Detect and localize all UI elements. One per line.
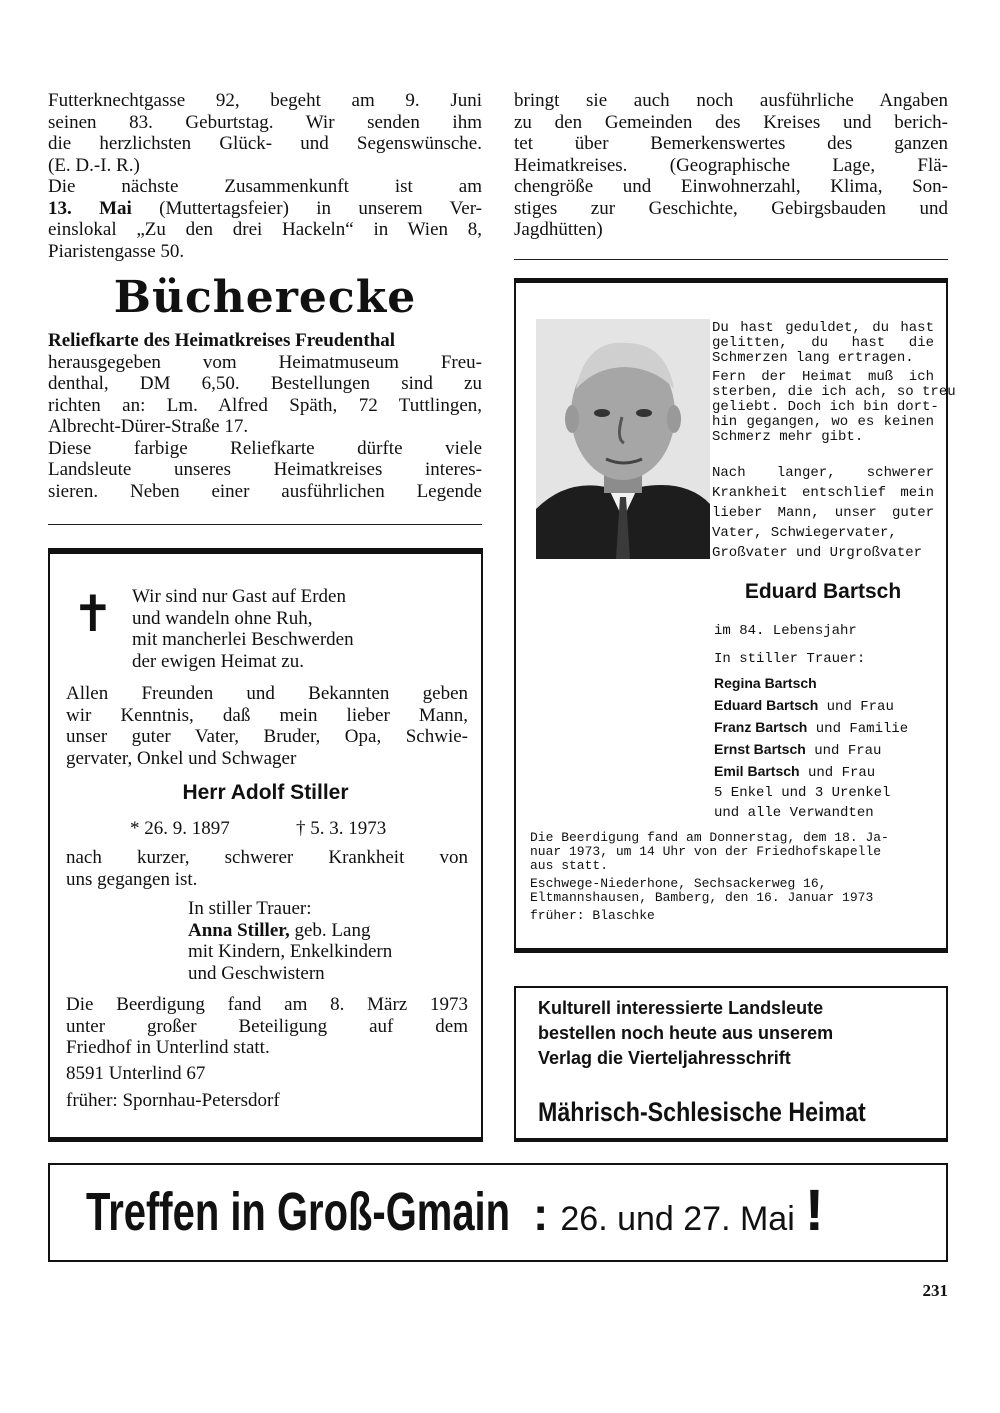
buecherecke-continued xyxy=(514,90,948,241)
ad-line: Verlag die Vierteljahresschrift xyxy=(538,1048,791,1068)
mourner-line: mit Kindern, Enkelkindern xyxy=(188,941,393,962)
formerly: früher: Blaschke xyxy=(530,908,655,923)
funeral-line: Die Beerdigung fand am Donnerstag, dem 18. Ja- xyxy=(530,830,889,845)
verse-line: Schmerz mehr gibt. xyxy=(712,429,864,445)
divider xyxy=(48,524,482,525)
announce-line: Nach langer, schwerer xyxy=(712,465,934,481)
mourner-suffix: und Frau xyxy=(799,765,876,781)
announce-line: Vater, Schwiegervater, xyxy=(712,525,897,541)
book-line: stiges zur Geschichte, Gebirgsbauden und xyxy=(514,197,948,219)
book-line: richten an: Lm. Alfred Späth, 72 Tuttlingen, xyxy=(48,394,482,416)
verse-line: Wir sind nur Gast auf Erden xyxy=(132,586,346,607)
mourning-label: In stiller Trauer: xyxy=(188,898,312,919)
announcement xyxy=(66,683,468,769)
mourner-line xyxy=(714,739,934,761)
portrait-drawing xyxy=(536,319,710,559)
verse-line: Fern der Heimat muß ich xyxy=(712,369,934,385)
deceased-name: Herr Adolf Stiller xyxy=(182,781,349,804)
verse-line: Schmerzen lang ertragen. xyxy=(712,350,914,366)
address-line: Eltmannshausen, Bamberg, den 16. Januar 1973 xyxy=(530,890,874,905)
address-line: Eschwege-Niederhone, Sechsackerweg 16, xyxy=(530,876,827,891)
book-line: Albrecht-Dürer-Straße 17. xyxy=(48,416,249,437)
book-line: denthal, DM 6,50. Bestellungen sind zu xyxy=(48,373,482,394)
mourner-name: Ernst Bartsch xyxy=(714,741,806,757)
buecherecke-body xyxy=(48,330,482,502)
book-line: Jagdhütten) xyxy=(514,219,603,240)
portrait-photo-icon xyxy=(536,319,710,559)
meeting-line-date xyxy=(48,198,482,220)
banner-date: 26. und 27. Mai xyxy=(560,1200,795,1238)
announce-line: Großvater und Urgroßvater xyxy=(712,545,923,561)
mourner-suffix: geb. Lang xyxy=(289,919,371,941)
mourner-suffix: und Frau xyxy=(818,699,894,715)
book-line: tet über Bemerkenswertes des ganzen xyxy=(514,133,948,154)
announce-line: wir Kenntnis, daß mein lieber Mann, xyxy=(66,704,468,726)
death-date: † 5. 3. 1973 xyxy=(296,818,387,839)
meeting-date: 13. Mai xyxy=(48,197,132,219)
after-line: uns gegangen ist. xyxy=(66,868,198,890)
mourner-line xyxy=(714,717,934,739)
mourner-name: Anna Stiller, xyxy=(188,919,290,941)
verse-line: der ewigen Heimat zu. xyxy=(132,650,304,672)
verse-line: Du hast geduldet, du hast xyxy=(712,320,934,336)
intro-line: die herzlichsten Glück- und Segenswünsche. xyxy=(48,133,482,154)
mourner-suffix: und Familie xyxy=(807,721,909,737)
funeral-line: aus statt. xyxy=(530,858,609,873)
mourner-name: Regina Bartsch xyxy=(714,675,817,691)
announce-line: gervater, Onkel und Schwager xyxy=(66,747,297,769)
intro-line: seinen 83. Geburtstag. Wir senden ihm xyxy=(48,111,482,133)
magazine-ad xyxy=(514,986,948,1142)
book-line: chengröße und Einwohnerzahl, Klima, Son- xyxy=(514,176,948,197)
mourner-name: Emil Bartsch xyxy=(714,763,800,779)
funeral-line: Die Beerdigung fand am 8. März 1973 xyxy=(66,994,468,1015)
meeting-line: einslokal „Zu den drei Hackeln“ in Wien 8, xyxy=(48,219,482,240)
announce-line: lieber Mann, unser guter xyxy=(712,505,934,521)
book-title: Reliefkarte des Heimatkreises Freudenthal xyxy=(48,330,396,351)
mourner-line xyxy=(714,673,934,695)
banner-colon: : xyxy=(533,1188,549,1240)
book-line: zu den Gemeinden des Kreises und berich- xyxy=(514,111,948,133)
meeting-banner xyxy=(48,1163,948,1262)
book-line: Landsleute unseres Heimatkreises interes- xyxy=(48,459,482,480)
ad-line: Kulturell interessierte Landsleute xyxy=(538,998,824,1018)
mourner-line xyxy=(714,761,934,783)
funeral-line: Friedhof in Unterlind statt. xyxy=(66,1037,270,1058)
meeting-line: (Muttertagsfeier) in unserem Ver- xyxy=(159,197,482,219)
book-line: Heimatkreises. (Geographische Lage, Flä- xyxy=(514,154,948,176)
verse-line: mit mancherlei Beschwerden xyxy=(132,629,354,650)
book-line: bringt sie auch noch ausführliche Angaben xyxy=(514,90,948,111)
page-number: 231 xyxy=(922,1281,948,1300)
meeting-line: Piaristengasse 50. xyxy=(48,240,185,262)
mourner-suffix: und Frau xyxy=(805,743,882,759)
ad-line: bestellen noch heute aus unserem xyxy=(538,1023,834,1043)
announce-line: Allen Freunden und Bekannten geben xyxy=(66,683,468,704)
deceased-name: Eduard Bartsch xyxy=(744,580,902,603)
section-heading-buecherecke: Bücherecke xyxy=(113,272,417,323)
mourner-line xyxy=(714,695,934,717)
verse-line: hin gegangen, wo es keinen xyxy=(712,414,934,430)
book-line: herausgegeben vom Heimatmuseum Freu- xyxy=(48,351,482,373)
intro-line: (E. D.-I. R.) xyxy=(48,154,140,176)
announce-line: Krankheit entschlief mein xyxy=(712,485,934,501)
divider xyxy=(514,259,948,260)
announce-line: unser guter Vater, Bruder, Opa, Schwie- xyxy=(66,726,468,747)
banner-exclaim: ! xyxy=(804,1178,825,1243)
obituary-stiller xyxy=(48,548,483,1142)
address: 8591 Unterlind 67 xyxy=(66,1062,206,1084)
funeral-line: unter großer Beteiligung auf dem xyxy=(66,1015,468,1037)
mourner-line: 5 Enkel und 3 Urenkel xyxy=(714,785,891,801)
age: im 84. Lebensjahr xyxy=(714,623,857,639)
banner-text xyxy=(86,1178,946,1249)
funeral-info xyxy=(66,994,468,1112)
mourner-name: Eduard Bartsch xyxy=(714,697,819,713)
mourners xyxy=(188,898,468,984)
mourner-line: und Geschwistern xyxy=(188,962,325,984)
book-line: Diese farbige Reliefkarte dürfte viele xyxy=(48,437,482,459)
verse xyxy=(712,320,956,445)
funeral-line: nuar 1973, um 14 Uhr von der Friedhofskapelle xyxy=(530,844,882,859)
mourner-line: und alle Verwandten xyxy=(714,805,874,821)
intro-paragraph xyxy=(48,90,482,262)
after-line: nach kurzer, schwerer Krankheit von xyxy=(66,847,468,868)
verse-line: und wandeln ohne Ruh, xyxy=(132,607,313,629)
mourners xyxy=(714,621,934,823)
verse xyxy=(132,586,462,672)
verse-line: geliebt. Doch ich bin dort- xyxy=(712,399,939,415)
magazine-title: Mährisch-Schlesische Heimat xyxy=(538,1097,866,1127)
birth-date: * 26. 9. 1897 xyxy=(130,818,230,839)
mourning-label: In stiller Trauer: xyxy=(714,651,866,667)
announcement xyxy=(712,463,934,563)
formerly: früher: Spornhau-Petersdorf xyxy=(66,1090,280,1111)
obituary-bartsch xyxy=(514,278,956,953)
mourner-line xyxy=(188,920,468,942)
ad-text xyxy=(538,996,938,1071)
cross-icon: ✝ xyxy=(72,585,114,643)
verse-line: gelitten, du hast die xyxy=(712,335,934,351)
after-text xyxy=(66,847,468,890)
meeting-line: Die nächste Zusammenkunft ist am xyxy=(48,176,482,197)
intro-line: Futterknechtgasse 92, begeht am 9. Juni xyxy=(48,90,482,111)
book-line: sieren. Neben einer ausführlichen Legende xyxy=(48,480,482,502)
banner-headline: Treffen in Groß-Gmain xyxy=(86,1182,511,1242)
verse-line: sterben, die ich ach, so treu xyxy=(712,384,956,400)
funeral-info xyxy=(530,831,934,923)
mourner-name: Franz Bartsch xyxy=(714,719,808,735)
